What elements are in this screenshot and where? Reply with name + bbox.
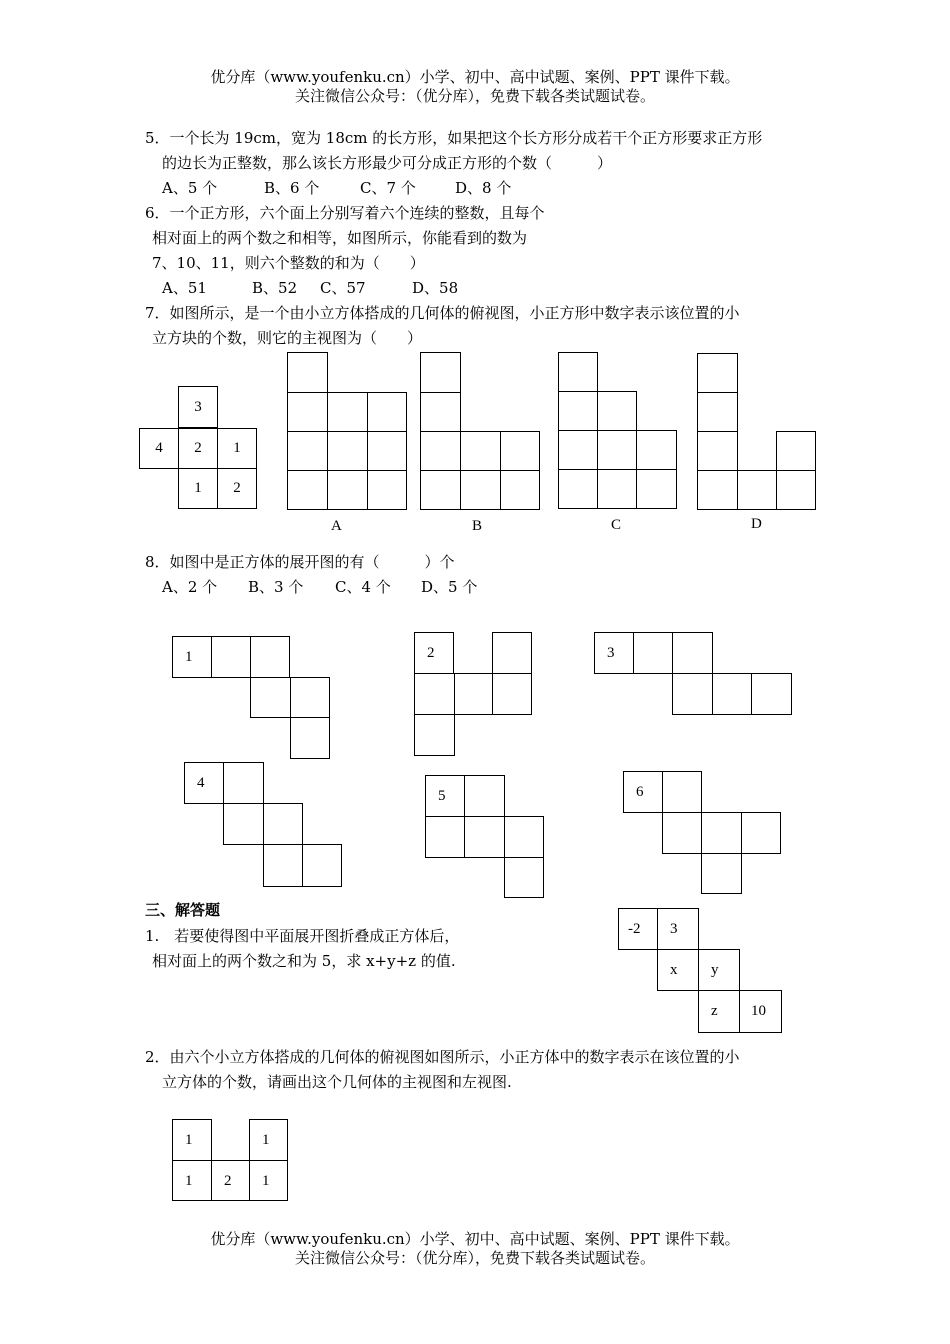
header-line-2: 关注微信公众号：（优分库），免费下载各类试题试卷。 <box>294 87 655 105</box>
q7-line-2: 立方块的个数，则它的主视图为（ ） <box>152 329 423 347</box>
net-cell <box>672 632 713 674</box>
footer-line-1: 优分库（www.youfenku.cn）小学、初中、高中试题、案例、PPT 课件下载。 <box>210 1230 740 1248</box>
net-cell <box>751 673 792 715</box>
q7-label-d: D <box>751 516 762 532</box>
s3-q1-line-2: 相对面上的两个数之和为 5，求 x+y+z 的值. <box>152 952 456 970</box>
view-cell <box>697 431 738 471</box>
net-cell <box>263 803 303 845</box>
net-cell <box>211 636 251 678</box>
net-cell <box>290 717 330 759</box>
q6-line-1: 6．一个正方形，六个面上分别写着六个连续的整数，且每个 <box>145 204 545 222</box>
q8-option-d: D、5 个 <box>421 578 478 596</box>
net-cell: 1 <box>172 636 212 678</box>
net-cell: x <box>657 949 699 991</box>
view-cell <box>460 431 501 471</box>
net-cell <box>662 771 702 813</box>
header-line-1: 优分库（www.youfenku.cn）小学、初中、高中试题、案例、PPT 课件下载。 <box>210 68 740 86</box>
s3-q1-line-1: 1. 若要使得图中平面展开图折叠成正方体后， <box>145 927 460 945</box>
net-cell <box>672 673 713 715</box>
net-cell <box>492 673 532 715</box>
net-cell <box>712 673 752 715</box>
view-cell <box>287 431 328 471</box>
q8-option-c: C、4 个 <box>335 578 391 596</box>
view-cell <box>287 352 328 393</box>
s3-q2-line-2: 立方体的个数，请画出这个几何体的主视图和左视图. <box>162 1073 512 1091</box>
q6-option-a: A、51 <box>162 279 207 297</box>
top-view-cell: 1 <box>217 428 257 469</box>
net-cell <box>701 812 742 854</box>
view-cell <box>558 352 598 392</box>
view-cell <box>597 391 637 431</box>
net-cell: z <box>698 990 740 1033</box>
net-cell <box>454 673 493 715</box>
view-cell <box>697 353 738 393</box>
top-view-cell: 1 <box>249 1119 288 1161</box>
q8-line-1: 8．如图中是正方体的展开图的有（ ）个 <box>145 553 455 571</box>
net-cell <box>633 632 673 674</box>
view-cell <box>500 470 540 510</box>
net-cell <box>662 812 702 854</box>
top-view-cell: 1 <box>172 1160 212 1201</box>
q5-line-2: 的边长为正整数，那么该长方形最少可分成正方形的个数（ ） <box>162 154 613 172</box>
view-cell <box>636 469 677 509</box>
net-cell <box>223 803 264 845</box>
net-cell <box>250 636 290 678</box>
view-cell <box>697 470 738 510</box>
net-cell: 2 <box>414 632 454 674</box>
net-cell <box>464 816 505 858</box>
q7-line-1: 7．如图所示，是一个由小立方体搭成的几何体的俯视图，小正方形中数字表示该位置的小 <box>145 304 740 322</box>
net-cell <box>414 673 455 715</box>
view-cell <box>500 431 540 471</box>
top-view-cell: 3 <box>178 386 218 428</box>
q8-option-a: A、2 个 <box>162 578 218 596</box>
view-cell <box>776 470 816 510</box>
view-cell <box>367 392 407 432</box>
view-cell <box>327 470 368 510</box>
q5-option-c: C、7 个 <box>360 179 416 197</box>
s3-q2-line-1: 2．由六个小立方体搭成的几何体的俯视图如图所示，小正方体中的数字表示在该位置的小 <box>145 1048 740 1066</box>
net-cell <box>263 844 303 887</box>
q5-line-1: 5．一个长为 19cm，宽为 18cm 的长方形，如果把这个长方形分成若干个正方形要求正方形 <box>145 129 763 147</box>
q5-option-b: B、6 个 <box>264 179 320 197</box>
view-cell <box>420 352 461 393</box>
net-cell <box>302 844 342 887</box>
view-cell <box>327 431 368 471</box>
net-cell <box>414 714 455 756</box>
footer-line-2: 关注微信公众号：（优分库），免费下载各类试题试卷。 <box>294 1249 655 1267</box>
view-cell <box>420 431 461 471</box>
net-cell: 4 <box>184 762 224 804</box>
view-cell <box>287 392 328 432</box>
q5-option-d: D、8 个 <box>455 179 512 197</box>
top-view-cell: 2 <box>178 428 218 469</box>
net-cell: 3 <box>594 632 634 674</box>
net-cell <box>250 677 291 718</box>
top-view-cell: 4 <box>139 428 179 469</box>
view-cell <box>737 470 777 510</box>
q8-option-b: B、3 个 <box>248 578 304 596</box>
view-cell <box>697 392 738 432</box>
view-cell <box>636 430 677 470</box>
view-cell <box>460 470 501 510</box>
view-cell <box>367 431 407 471</box>
net-cell <box>425 816 465 858</box>
net-cell <box>464 775 505 817</box>
view-cell <box>597 430 637 470</box>
net-cell <box>701 853 742 894</box>
view-cell <box>558 469 598 509</box>
top-view-cell: 1 <box>249 1160 288 1201</box>
net-cell <box>223 762 264 804</box>
q6-option-b: B、52 <box>252 279 298 297</box>
q6-option-c: C、57 <box>320 279 366 297</box>
view-cell <box>558 430 598 470</box>
view-cell <box>597 469 637 509</box>
q7-label-c: C <box>611 517 622 533</box>
view-cell <box>420 392 461 432</box>
net-cell <box>290 677 330 718</box>
q7-label-a: A <box>331 518 342 534</box>
q6-line-2: 相对面上的两个数之和相等，如图所示，你能看到的数为 <box>152 229 528 247</box>
view-cell <box>776 431 816 471</box>
section-3-title: 三、解答题 <box>145 901 221 919</box>
q6-line-3: 7、10、11，则六个整数的和为（ ） <box>152 254 425 272</box>
top-view-cell: 1 <box>178 468 218 509</box>
q5-option-a: A、5 个 <box>162 179 218 197</box>
net-cell: -2 <box>618 908 658 950</box>
view-cell <box>327 392 368 432</box>
net-cell: 10 <box>739 990 782 1033</box>
view-cell <box>367 470 407 510</box>
net-cell: 6 <box>623 771 663 813</box>
view-cell <box>420 470 461 510</box>
top-view-cell: 2 <box>217 468 257 509</box>
top-view-cell: 2 <box>211 1160 250 1201</box>
net-cell: 5 <box>425 775 465 817</box>
top-view-cell: 1 <box>172 1119 212 1161</box>
net-cell <box>741 812 781 854</box>
q6-option-d: D、58 <box>412 279 459 297</box>
net-cell: 3 <box>657 908 699 950</box>
net-cell <box>504 857 544 898</box>
net-cell <box>504 816 544 858</box>
view-cell <box>558 391 598 431</box>
q7-label-b: B <box>472 518 483 534</box>
view-cell <box>287 470 328 510</box>
net-cell: y <box>698 949 740 991</box>
net-cell <box>492 632 532 674</box>
